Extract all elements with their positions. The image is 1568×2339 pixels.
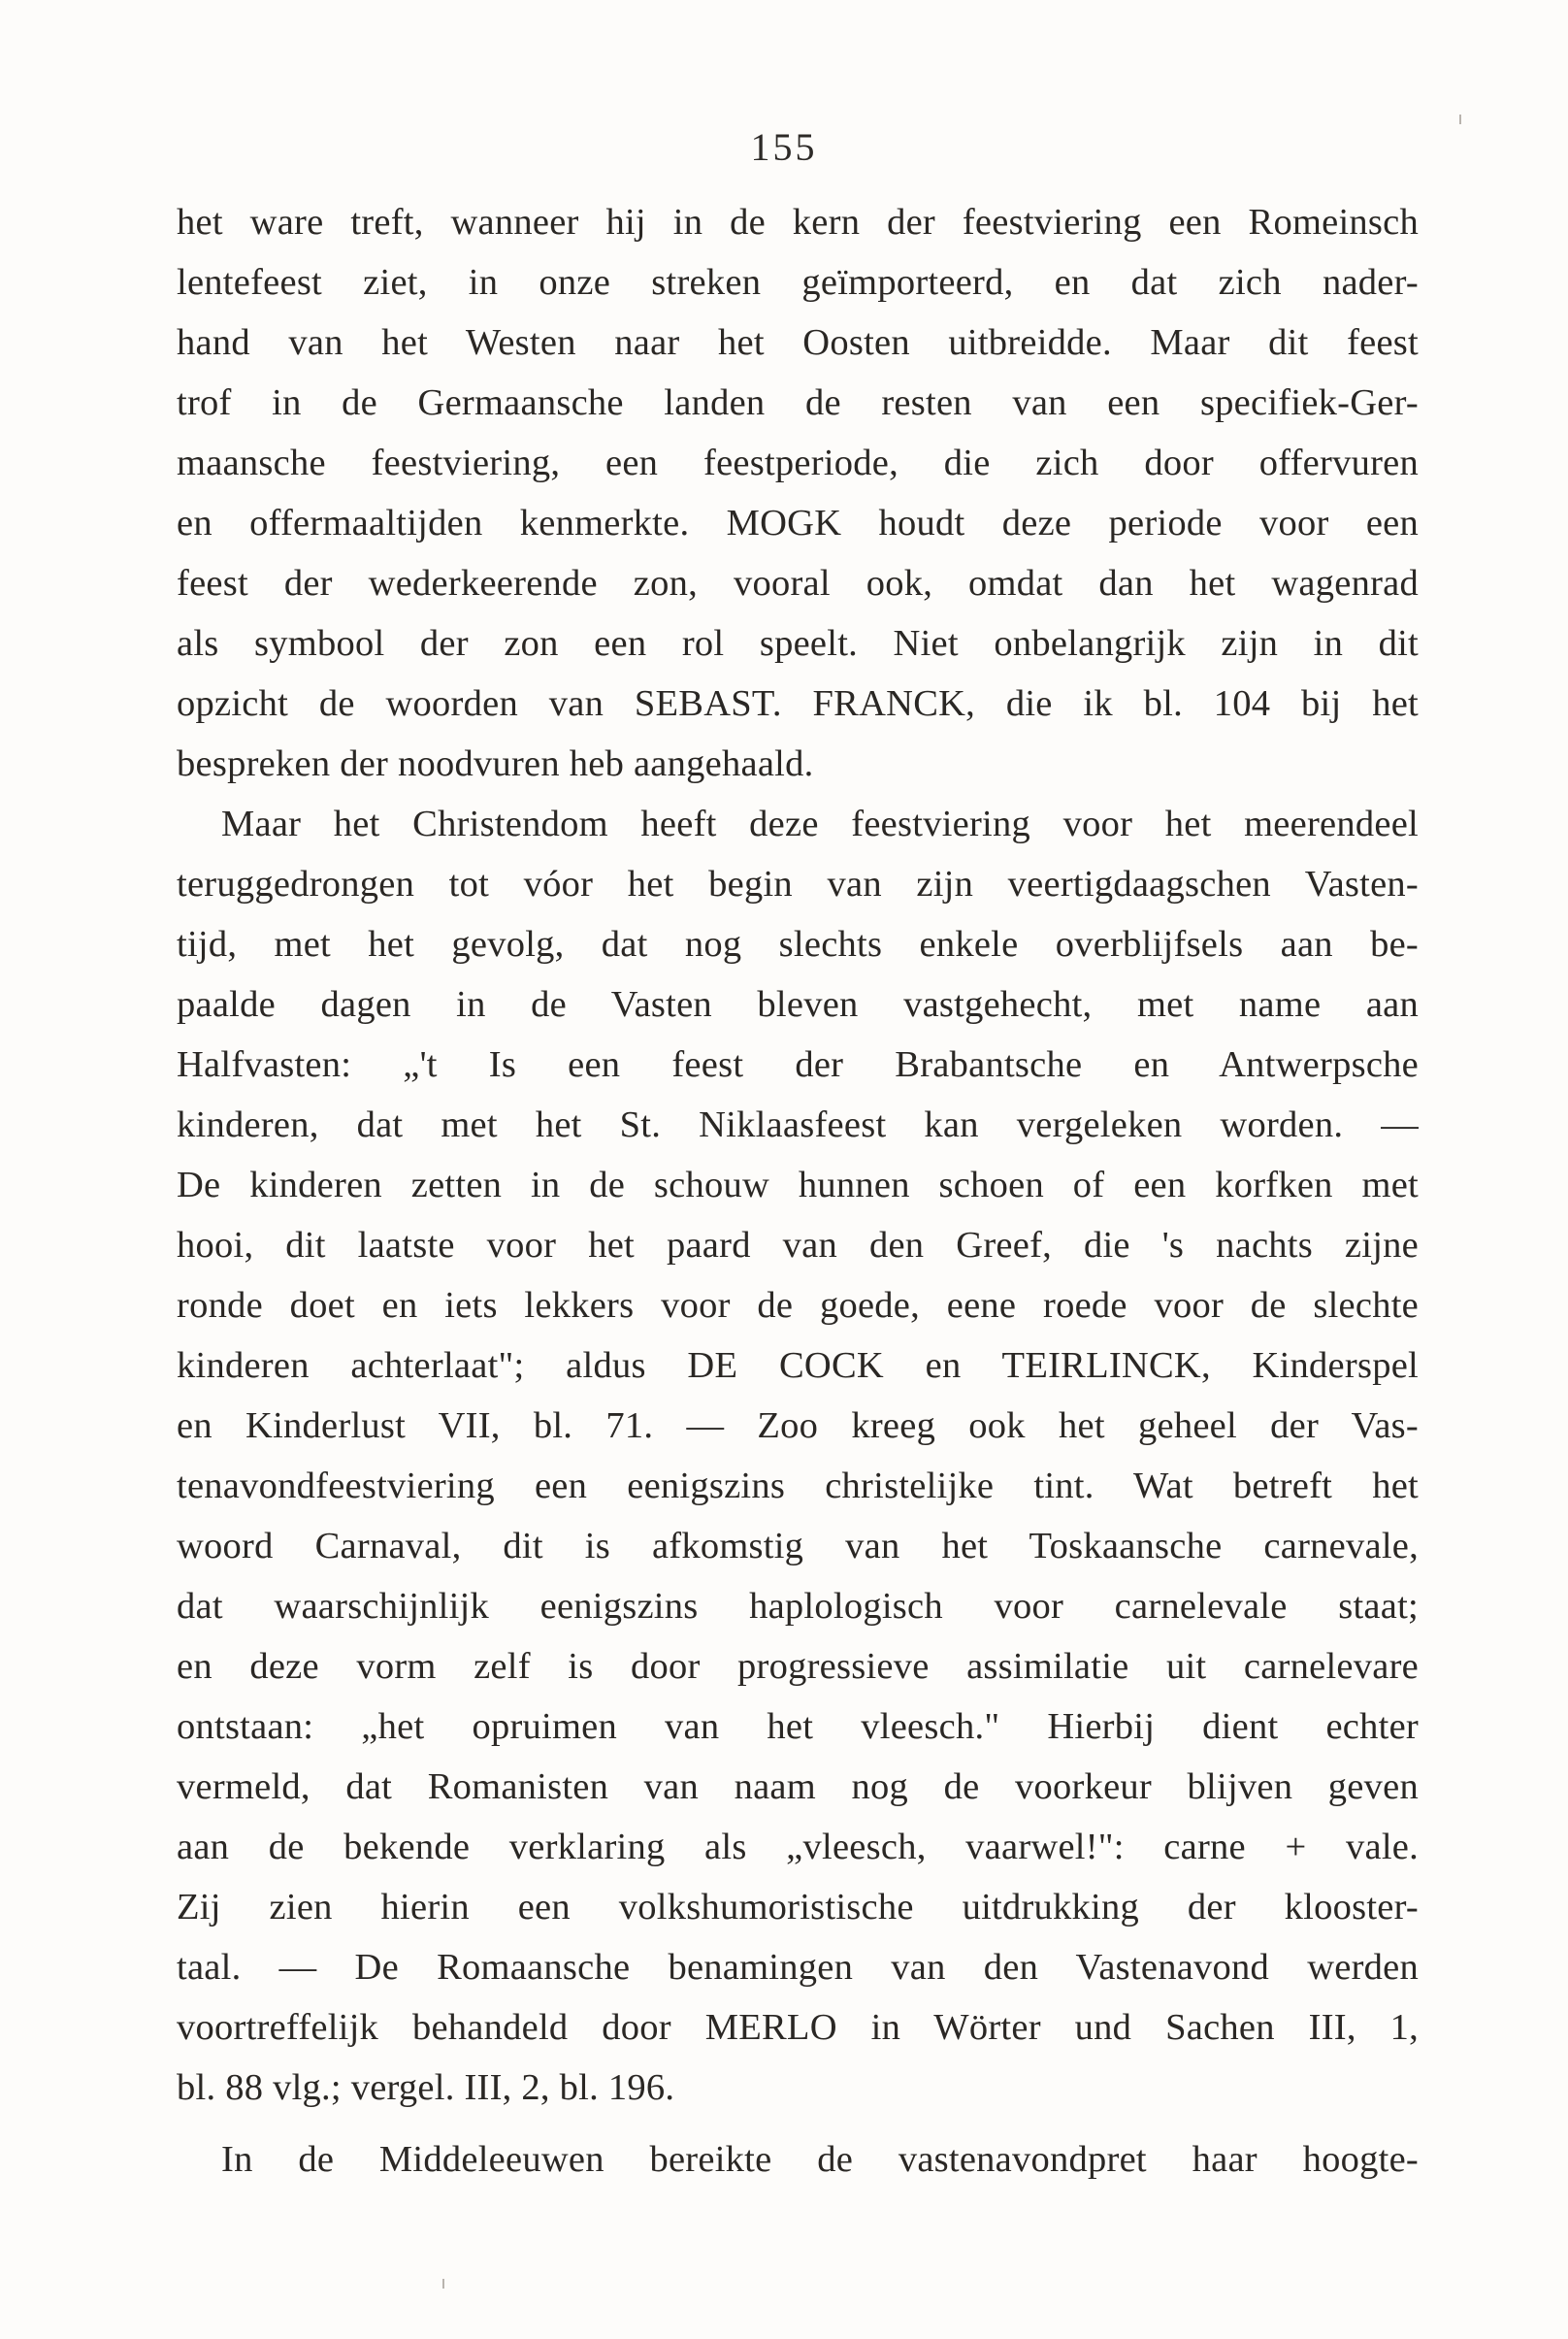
- text-line: Zij zien hierin een volkshumoristische uitdrukking der klooster-: [177, 1887, 1419, 1927]
- text-line: voortreffelijk behandeld door MERLO in Wörter und Sachen III, 1,: [177, 2007, 1419, 2048]
- text-line: dat waarschijnlijk eenigszins haplologisch voor carnelevale staat;: [177, 1586, 1419, 1627]
- text-line: en Kinderlust VII, bl. 71. — Zoo kreeg ook het geheel der Vas-: [177, 1405, 1419, 1446]
- text-line: ontstaan: „het opruimen van het vleesch." Hierbij dient echter: [177, 1706, 1419, 1747]
- text-line: ronde doet en iets lekkers voor de goede, eene roede voor de slechte: [177, 1285, 1419, 1326]
- text-line: bl. 88 vlg.; vergel. III, 2, bl. 196.: [177, 2067, 675, 2108]
- text-line: Halfvasten: „'t Is een feest der Brabantsche en Antwerpsche: [177, 1044, 1419, 1085]
- text-line: kinderen achterlaat"; aldus DE COCK en TEIRLINCK, Kinderspel: [177, 1345, 1419, 1386]
- text-line: hand van het Westen naar het Oosten uitbreidde. Maar dit feest: [177, 322, 1419, 363]
- text-line: en offermaaltijden kenmerkte. MOGK houdt deze periode voor een: [177, 503, 1419, 544]
- text-line: hooi, dit laatste voor het paard van den Greef, die 's nachts zijne: [177, 1225, 1419, 1266]
- text-line: tenavondfeestviering een eenigszins christelijke tint. Wat betreft het: [177, 1466, 1419, 1506]
- text-line: tijd, met het gevolg, dat nog slechts enkele overblijfsels aan be-: [177, 924, 1419, 965]
- text-line: trof in de Germaansche landen de resten van een specifiek-Ger-: [177, 382, 1419, 423]
- text-line: maansche feestviering, een feestperiode, die zich door offervuren: [177, 443, 1419, 483]
- text-line: als symbool der zon een rol speelt. Niet onbelangrijk zijn in dit: [177, 623, 1419, 664]
- text-line: De kinderen zetten in de schouw hunnen schoen of een korfken met: [177, 1165, 1419, 1205]
- text-line: bespreken der noodvuren heb aangehaald.: [177, 743, 814, 784]
- text-line: opzicht de woorden van SEBAST. FRANCK, die ik bl. 104 bij het: [177, 683, 1419, 724]
- text-line: en deze vorm zelf is door progressieve assimilatie uit carnelevare: [177, 1646, 1419, 1687]
- paragraph-1: [177, 192, 1419, 794]
- text-line: feest der wederkeerende zon, vooral ook, omdat dan het wagenrad: [177, 563, 1419, 604]
- page-number: 155: [750, 125, 818, 169]
- scan-speck: [442, 2279, 444, 2289]
- text-line: woord Carnaval, dit is afkomstig van het Toskaansche carnevale,: [177, 1526, 1419, 1566]
- text-line: het ware treft, wanneer hij in de kern der feestviering een Romeinsch: [177, 202, 1419, 243]
- text-column: [177, 192, 1419, 2190]
- text-line: aan de bekende verklaring als „vleesch, vaarwel!": carne + vale.: [177, 1827, 1419, 1867]
- scan-speck: [1459, 115, 1461, 124]
- paragraph-3: [177, 2129, 1419, 2190]
- paragraph-gap: [177, 2118, 1419, 2129]
- text-line: lentefeest ziet, in onze streken geïmporteerd, en dat zich nader-: [177, 262, 1419, 303]
- text-line: Maar het Christendom heeft deze feestviering voor het meerendeel: [221, 804, 1419, 844]
- text-line: teruggedrongen tot vóor het begin van zijn veertigdaagschen Vasten-: [177, 864, 1419, 905]
- text-line: vermeld, dat Romanisten van naam nog de voorkeur blijven geven: [177, 1766, 1419, 1807]
- text-line: kinderen, dat met het St. Niklaasfeest kan vergeleken worden. —: [177, 1104, 1419, 1145]
- paragraph-2: [177, 794, 1419, 2118]
- text-line: paalde dagen in de Vasten bleven vastgehecht, met name aan: [177, 984, 1419, 1025]
- text-line: taal. — De Romaansche benamingen van den Vastenavond werden: [177, 1947, 1419, 1988]
- text-line: In de Middeleeuwen bereikte de vastenavondpret haar hoogte-: [221, 2139, 1419, 2180]
